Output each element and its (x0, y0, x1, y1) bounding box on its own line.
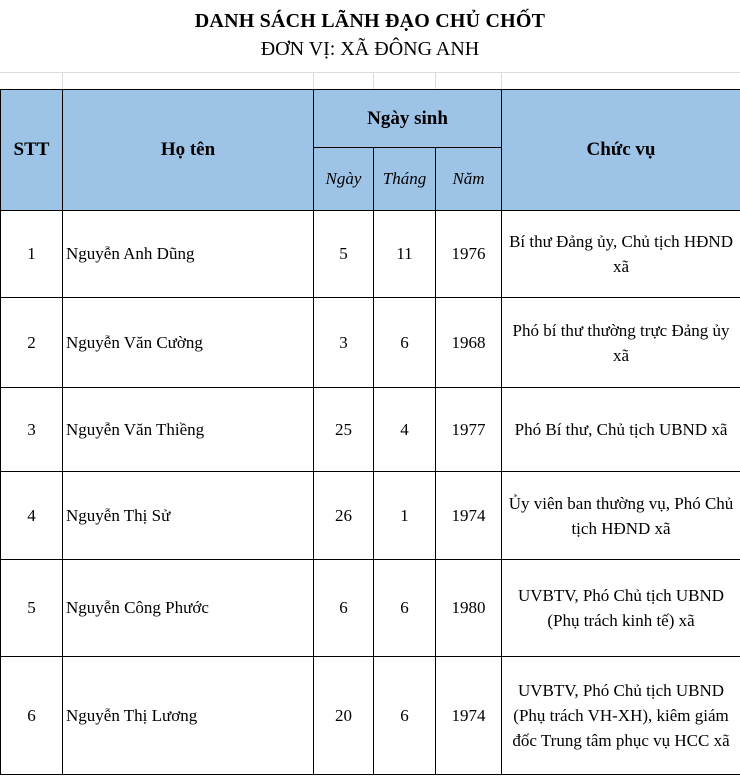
cell-name: Nguyễn Thị Sử (63, 472, 314, 560)
table-row (1, 657, 740, 775)
table-row (1, 211, 740, 298)
cell-year: 1968 (436, 298, 502, 388)
cell-day: 20 (314, 657, 374, 775)
cell-day: 25 (314, 388, 374, 472)
document-header (0, 0, 740, 72)
cell-name: Nguyễn Văn Cường (63, 298, 314, 388)
table-header (1, 90, 740, 211)
header-day: Ngày (314, 148, 374, 211)
cell-stt: 5 (1, 560, 63, 657)
cell-day: 3 (314, 298, 374, 388)
header-year: Năm (436, 148, 502, 211)
cell-position: Bí thư Đảng ủy, Chủ tịch HĐND xã (502, 211, 740, 298)
cell-year: 1974 (436, 472, 502, 560)
cell-stt: 2 (1, 298, 63, 388)
cell-day: 26 (314, 472, 374, 560)
cell-position: Phó Bí thư, Chủ tịch UBND xã (502, 388, 740, 472)
cell-stt: 4 (1, 472, 63, 560)
cell-position: Ủy viên ban thường vụ, Phó Chủ tịch HĐND xã (502, 472, 740, 560)
cell-year: 1977 (436, 388, 502, 472)
cell-day: 6 (314, 560, 374, 657)
header-month: Tháng (374, 148, 436, 211)
table-row (1, 560, 740, 657)
cell-position: UVBTV, Phó Chủ tịch UBND (Phụ trách kinh tế) xã (502, 560, 740, 657)
cell-month: 6 (374, 298, 436, 388)
cell-position: Phó bí thư thường trực Đảng ủy xã (502, 298, 740, 388)
table-row (1, 388, 740, 472)
document-subtitle: ĐƠN VỊ: XÃ ĐÔNG ANH (260, 38, 480, 60)
cell-stt: 3 (1, 388, 63, 472)
cell-name: Nguyễn Anh Dũng (63, 211, 314, 298)
cell-year: 1980 (436, 560, 502, 657)
header-stt: STT (1, 90, 63, 211)
leaders-table (0, 89, 740, 775)
cell-name: Nguyễn Thị Lương (63, 657, 314, 775)
header-name: Họ tên (63, 90, 314, 211)
header-dob: Ngày sinh (314, 90, 502, 148)
document-title: DANH SÁCH LÃNH ĐẠO CHỦ CHỐT (194, 10, 546, 32)
cell-name: Nguyễn Văn Thiềng (63, 388, 314, 472)
cell-position: UVBTV, Phó Chủ tịch UBND (Phụ trách VH-XH), kiêm giám đốc Trung tâm phục vụ HCC xã (502, 657, 740, 775)
header-position: Chức vụ (502, 90, 740, 211)
table-row (1, 298, 740, 388)
table-body (1, 211, 740, 775)
cell-stt: 1 (1, 211, 63, 298)
cell-stt: 6 (1, 657, 63, 775)
cell-year: 1976 (436, 211, 502, 298)
cell-month: 11 (374, 211, 436, 298)
cell-month: 4 (374, 388, 436, 472)
cell-year: 1974 (436, 657, 502, 775)
cell-month: 6 (374, 657, 436, 775)
cell-month: 6 (374, 560, 436, 657)
table-row (1, 472, 740, 560)
cell-name: Nguyễn Công Phước (63, 560, 314, 657)
cell-day: 5 (314, 211, 374, 298)
cell-month: 1 (374, 472, 436, 560)
